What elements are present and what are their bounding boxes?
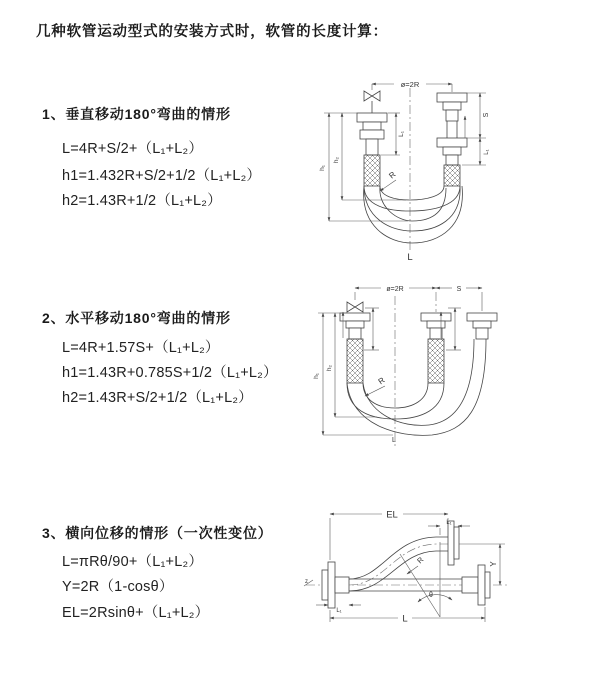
middle-pipe-fitting [421, 313, 451, 383]
hose-arcs [364, 186, 463, 243]
h1-label: h₁ [313, 373, 320, 379]
h2-label: h₂ [333, 156, 340, 164]
angle-construction [400, 542, 452, 617]
diagram-vertical-180 [310, 68, 600, 263]
diagram-horizontal-180 [305, 278, 600, 458]
radius-label: R [376, 375, 387, 387]
section-1-formula-L: L=4R+S/2+（L₁+L₂） [62, 141, 204, 157]
l1-bottom-label: L₁ [336, 608, 342, 614]
pitch-2r-label: ø=2R [386, 286, 404, 293]
section-3-formula-Y: Y=2R（1-cosθ） [62, 579, 174, 595]
dimension-l1-bottom [316, 605, 361, 614]
y-label: Y [489, 561, 498, 567]
left-pipe-fitting [357, 113, 387, 186]
h1-label: h₁ [319, 165, 326, 171]
section-2-heading: 2、水平移动180°弯曲的情形 [42, 310, 231, 326]
s-label: S [456, 286, 462, 293]
page-title: 几种软管运动型式的安装方式时，软管的长度计算： [36, 24, 388, 40]
dimension-s [355, 286, 482, 311]
radius-callout [380, 170, 398, 191]
pitch-2r-label: ø=2R [400, 80, 420, 89]
section-3-formula-EL: EL=2Rsinθ+（L₁+L₂） [62, 605, 210, 621]
l-label: L [402, 613, 408, 625]
el-label: EL [386, 509, 398, 521]
curved-hose-displaced-position [349, 537, 448, 591]
section-1-formula-h2: h2=1.43R+1/2（L₁+L₂） [62, 193, 222, 209]
section-2-formula-h1: h1=1.43R+0.785S+1/2（L₁+L₂） [62, 365, 278, 381]
right-pipe-fitting [437, 93, 467, 186]
left-pipe-fitting [340, 313, 370, 383]
section-1-heading: 1、垂直移动180°弯曲的情形 [42, 106, 231, 122]
dimension-s [467, 93, 490, 138]
section-3-formula-L: L=πRθ/90+（L₁+L₂） [62, 554, 204, 570]
l1-top-label: L₁ [446, 520, 452, 526]
length-label: L [392, 437, 396, 444]
hose-arcs [347, 339, 486, 435]
h2-label: h₂ [326, 364, 333, 372]
s-label: S [483, 112, 490, 118]
l1-right-label: L₁ [484, 149, 490, 155]
dimension-pitch-2r [355, 286, 436, 293]
valve-icon [364, 91, 380, 113]
lower-right-flange [462, 565, 490, 605]
left-flange [322, 562, 349, 608]
section-3-heading: 3、横向位移的情形（一次性变位） [42, 525, 273, 541]
dimension-el [330, 510, 448, 561]
section-2-formula-L: L=4R+1.57S+（L₁+L₂） [62, 340, 220, 356]
radius-callout [365, 375, 387, 396]
section-2-formula-h2: h2=1.43R+S/2+1/2（L₁+L₂） [62, 390, 253, 406]
dimension-pitch-2r [372, 80, 452, 92]
diagram-lateral-displacement [300, 500, 600, 660]
length-label: L [407, 252, 413, 263]
valve-icon [347, 302, 363, 312]
centerline-mark: z [305, 579, 308, 585]
l1-left-label: L₁ [398, 131, 405, 137]
radius-label: R [415, 555, 426, 566]
right-pipe-fitting [467, 313, 497, 339]
dimension-l [330, 607, 485, 625]
upper-right-flange [448, 521, 459, 565]
theta-label: θ [429, 592, 433, 599]
radius-label: R [387, 169, 398, 181]
section-1-formula-h1: h1=1.432R+S/2+1/2（L₁+L₂） [62, 168, 262, 184]
radius-callout [407, 555, 426, 574]
